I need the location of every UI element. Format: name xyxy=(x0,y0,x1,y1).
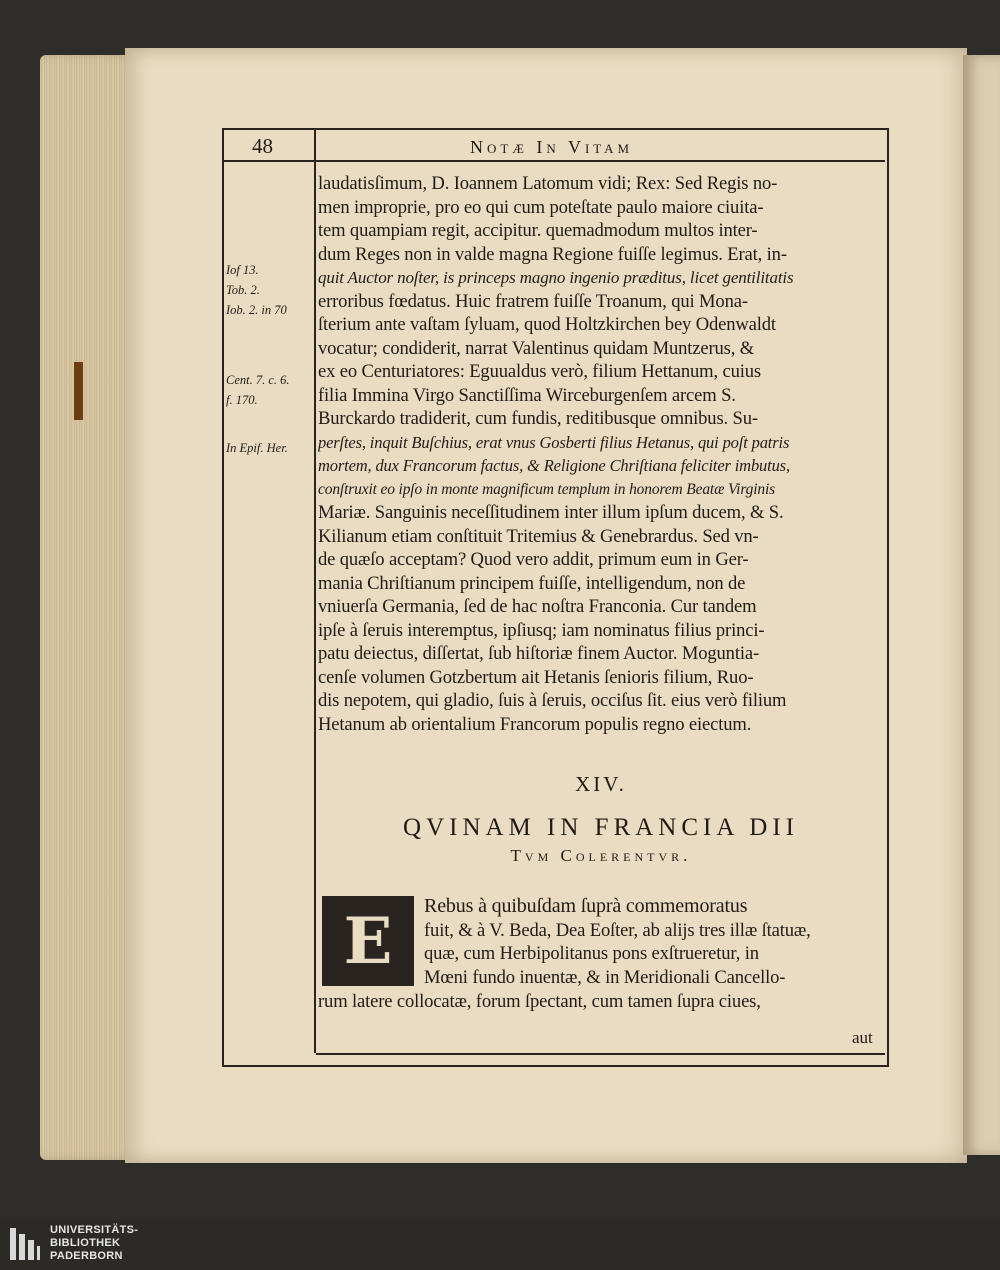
text-line: conſtruxit eo ipſo in monte magnificum templum in honorem Beatæ Virginis xyxy=(318,480,776,498)
catchword: aut xyxy=(852,1028,873,1047)
running-head: Notæ In Vitam xyxy=(470,137,634,157)
decorated-initial: E xyxy=(322,896,414,986)
text-line: vniuerſa Germania, ſed de hac noſtra Franconia. Cur tandem xyxy=(318,596,757,617)
text-line: quæ, cum Herbipolitanus pons exſtrueretur, in xyxy=(424,943,759,964)
marginal-note: Cent. 7. c. 6. xyxy=(226,373,290,387)
text-line: filia Immina Virgo Sanctiſſima Wirceburgenſem arcem S. xyxy=(318,384,736,406)
text-line: cenſe volumen Gotzbertum ait Hetanis ſenioris filium, Ruo- xyxy=(318,666,754,688)
paragraph-continuation xyxy=(318,990,884,1014)
bookmark-ribbon xyxy=(74,362,83,420)
footer-rule xyxy=(316,1053,885,1055)
text-line: laudatisſimum, D. Ioannem Latomum vidi; Rex: Sed Regis no- xyxy=(318,173,778,194)
marginal-note: In Epif. Her. xyxy=(226,441,288,455)
marginal-note: Iob. 2. in 70 xyxy=(226,303,287,317)
text-line: Rebus à quibuſdam ſuprà commemoratus xyxy=(424,895,748,917)
text-line: tem quampiam regit, accipitur. quemadmodum multos inter- xyxy=(318,220,758,241)
text-line: mortem, dux Francorum factus, & Religione Chriſtiana feliciter imbutus, xyxy=(318,456,790,475)
text-line: erroribus fœdatus. Huic fratrem fuiſſe Troanum, qui Mona- xyxy=(318,290,748,312)
text-line: de quæſo acceptam? Quod vero addit, primum eum in Ger- xyxy=(318,549,749,570)
library-name-line: PADERBORN xyxy=(50,1250,123,1262)
text-line: ſterium ante vaſtam ſyluam, quod Holtzkirchen bey Odenwaldt xyxy=(318,314,776,335)
initial-paragraph xyxy=(424,895,884,989)
marginal-note: f. 170. xyxy=(226,393,258,407)
text-line: Burckardo tradiderit, cum fundis, reditibusque omnibus. Su- xyxy=(318,408,758,429)
library-name-line: UNIVERSITÄTS- xyxy=(50,1224,139,1236)
text-line: dum Reges non in valde magna Regione fuiſſe legimus. Erat, in- xyxy=(318,243,787,265)
text-line: dis nepotem, qui gladio, ſuis à ſeruis, occiſus ſit. eius verò filium xyxy=(318,690,787,711)
page-number: 48 xyxy=(252,134,273,158)
library-name xyxy=(50,1224,138,1263)
library-name-line: BIBLIOTHEK xyxy=(50,1237,121,1249)
marginal-note: Iof 13. xyxy=(226,263,259,277)
text-line: Mariæ. Sanguinis neceſſitudinem inter illum ipſum ducem, & S. xyxy=(318,502,784,523)
text-line: quit Auctor noſter, is princeps magno ingenio præditus, licet gentilitatis xyxy=(318,268,794,287)
library-footer xyxy=(0,1220,1000,1270)
text-line: Mœni fundo inuentæ, & in Meridionali Cancello- xyxy=(424,966,786,988)
text-line: vocatur; condiderit, narrat Valentinus quidam Muntzerus, & xyxy=(318,337,755,359)
text-line: Kilianum etiam conſtituit Tritemius & Genebrardus. Sed vn- xyxy=(318,525,759,547)
header-rule xyxy=(222,160,885,162)
page-edges xyxy=(40,55,135,1160)
section-subtitle: Tvm Colerentvr. xyxy=(510,846,692,865)
text-line: mania Chriſtianum principem fuiſſe, intelligendum, non de xyxy=(318,572,746,594)
text-line: fuit, & à V. Beda, Dea Eoſter, ab alijs tres illæ ſtatuæ, xyxy=(424,919,811,941)
text-line: Hetanum ab orientalium Francorum populis regno eiectum. xyxy=(318,713,752,735)
text-line: ex eo Centuriatores: Eguualdus verò, filium Hettanum, cuius xyxy=(318,361,761,382)
library-logo-icon xyxy=(10,1228,40,1260)
margin-rule xyxy=(314,130,316,1053)
text-line: patu deiectus, diſſertat, ſub hiſtoriæ finem Auctor. Moguntia- xyxy=(318,643,759,664)
text-line: men improprie, pro eo qui cum poteſtate paulo maiore ciuita- xyxy=(318,196,764,218)
marginal-note: Tob. 2. xyxy=(226,283,260,297)
section-number: XIV. xyxy=(575,772,627,796)
facing-page-edge xyxy=(963,55,1000,1155)
body-text xyxy=(318,172,884,736)
text-line: rum latere collocatæ, forum ſpectant, cum tamen ſupra ciues, xyxy=(318,991,761,1012)
text-line: perſtes, inquit Buſchius, erat vnus Gosberti filius Hetanus, qui poſt patris xyxy=(318,432,790,452)
section-title: QVINAM IN FRANCIA DII xyxy=(403,814,799,841)
text-line: ipſe à ſeruis interemptus, ipſiusq; iam nominatus filius princi- xyxy=(318,619,765,641)
